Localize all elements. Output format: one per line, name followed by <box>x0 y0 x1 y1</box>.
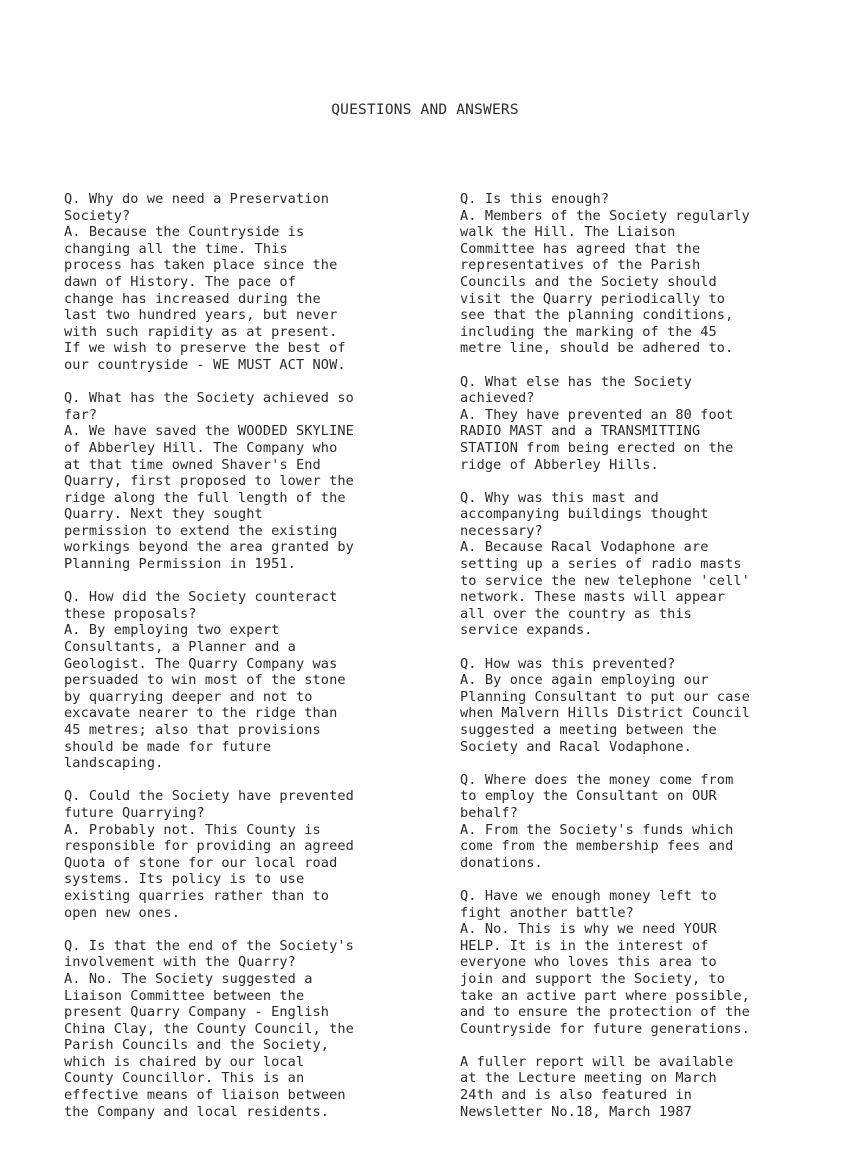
closing-note: A fuller report will be available at the Lecture meeting on March 24th and is also featured in Newsletter No.18, March 1987 <box>460 1053 734 1120</box>
left-column <box>64 191 434 1120</box>
right-column <box>460 191 832 1120</box>
qa-paragraph: Q. What has the Society achieved so far? A. We have saved the WOODED SKYLINE of Abberley Hill. The Company who at that time owned Shaver's End Quarry, first proposed to lower the ridge along the full length of the Quarry. Next they sought permission to extend the existing workings beyond the area granted by Planning Permission in 1951. <box>64 390 354 573</box>
qa-paragraph: Q. Why do we need a Preservation Society? A. Because the Countryside is changing all the time. This process has taken place since the dawn of History. The pace of change has increased during the last two hundred years, but never with such rapidity as at present. If we wish to preserve the best of our countryside - WE MUST ACT NOW. <box>64 191 346 373</box>
qa-paragraph: Q. How did the Society counteract these proposals? A. By employing two expert Consultants, a Planner and a Geologist. The Quarry Company was persuaded to win most of the stone by quarrying deeper and not to excavate nearer to the ridge than 45 metres; also that provisions should be made for future landscaping. <box>64 589 346 772</box>
page-title: QUESTIONS AND ANSWERS <box>331 102 519 118</box>
qa-paragraph: Q. Could the Society have prevented future Quarrying? A. Probably not. This County is responsible for providing an agreed Quota of stone for our local road systems. Its policy is to use existing quarries rather than to open new ones. <box>64 788 354 921</box>
qa-paragraph: Q. What else has the Society achieved? A. They have prevented an 80 foot RADIO MAST and a TRANSMITTING STATION from being erected on the ridge of Abberley Hills. <box>460 373 734 473</box>
qa-paragraph: Q. Is this enough? A. Members of the Society regularly walk the Hill. The Liaison Committee has agreed that the representatives of the Parish Councils and the Society should visit the Quarry periodically to see that the planning conditions, including the marking of the 45 metre line, should be adhered to. <box>460 191 750 357</box>
qa-paragraph: Q. Where does the money come from to employ the Consultant on OUR behalf? A. From the Society's funds which come from the membership fees and donations. <box>460 771 734 871</box>
qa-paragraph: Q. Is that the end of the Society's involvement with the Quarry? A. No. The Society suggested a Liaison Committee between the present Quarry Company - English China Clay, the County Council, the Parish Councils and the Society, which is chaired by our local County Councillor. This is an effective means of liaison between the Company and local residents. <box>64 937 354 1120</box>
qa-paragraph: Q. How was this prevented? A. By once again employing our Planning Consultant to put our case when Malvern Hills District Council suggested a meeting between the Society and Racal Vodaphone. <box>460 655 750 755</box>
qa-paragraph: Q. Why was this mast and accompanying buildings thought necessary? A. Because Racal Vodaphone are setting up a series of radio masts to service the new telephone 'cell' network. These masts will appear all over the country as this service expands. <box>460 489 750 639</box>
qa-paragraph: Q. Have we enough money left to fight another battle? A. No. This is why we need YOUR HELP. It is in the interest of everyone who loves this area to join and support the Society, to take an active part where possible, and to ensure the protection of the Countryside for future generations. <box>460 887 750 1037</box>
